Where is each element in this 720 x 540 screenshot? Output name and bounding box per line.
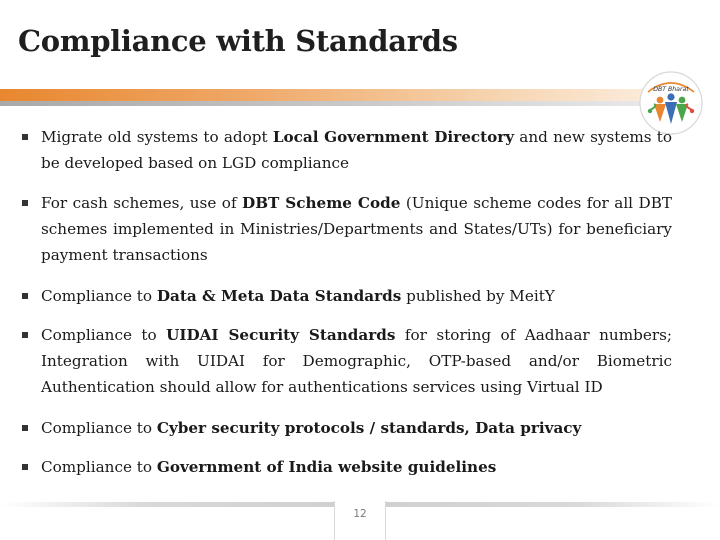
- title-rule-gray: [0, 101, 700, 106]
- bullet-text: Compliance to: [41, 419, 157, 437]
- bullet-text: (Unique scheme codes for all DBT schemes implemented in Ministries/Departments and States/UTs) for beneficiary payment transactions: [41, 194, 672, 264]
- bullet-item: [20, 124, 672, 190]
- bullet-emphasis: DBT Scheme Code: [242, 194, 401, 212]
- bullet-text: published by MeitY: [401, 287, 555, 305]
- bullet-emphasis: Data & Meta Data Standards: [156, 287, 402, 305]
- title-rule-orange: [0, 89, 700, 101]
- bullet-text: For cash schemes, use of: [41, 194, 243, 212]
- bullet-text: Compliance to: [41, 458, 157, 476]
- bullet-text: and new systems to be developed based on LGD compliance: [41, 128, 672, 172]
- bullet-emphasis: Cyber security protocols / standards, Data privacy: [156, 419, 582, 437]
- bullet-list: [20, 124, 672, 484]
- bullet-item: [20, 190, 672, 283]
- bullet-emphasis: UIDAI Security Standards: [166, 326, 396, 344]
- page-number-box: [334, 501, 386, 540]
- bullet-text: Migrate old systems to adopt: [41, 128, 273, 146]
- bullet-text: Compliance to: [41, 326, 167, 344]
- slide-title: Compliance with Standards: [18, 24, 458, 58]
- logo-text: DBT Bharat: [653, 86, 689, 93]
- bullet-emphasis: Government of India website guidelines: [156, 458, 497, 476]
- page-number: 12: [353, 508, 367, 520]
- bullet-item: [20, 415, 672, 454]
- bullet-emphasis: Local Government Directory: [272, 128, 515, 146]
- bullet-item: [20, 322, 672, 415]
- bullet-item: [20, 283, 672, 322]
- bullet-text: for storing of Aadhaar numbers; Integration with UIDAI for Demographic, OTP-based and/or Biometric Authentication should allow for authentications services using Virtual ID: [41, 326, 672, 396]
- bullet-item: [20, 454, 672, 484]
- bullet-text: Compliance to: [41, 287, 157, 305]
